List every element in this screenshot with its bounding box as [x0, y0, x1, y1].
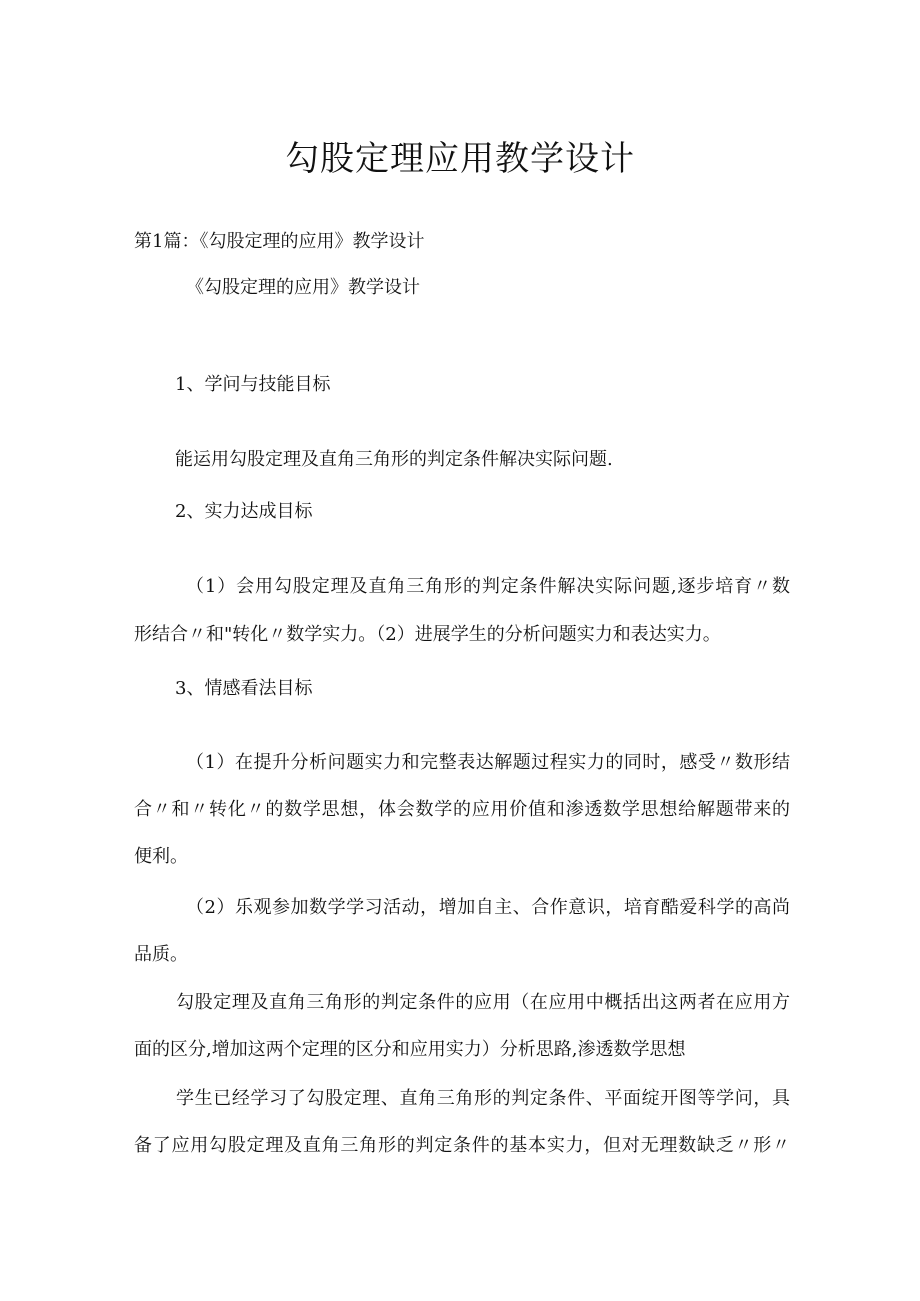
- section-3-line-5: 品质。: [134, 944, 188, 965]
- key-points-line-2: 面的区分,增加这两个定理的区分和应用实力）分析思路,渗透数学思想: [134, 1039, 686, 1060]
- key-points-line-1: 勾股定理及直角三角形的判定条件的应用（在应用中概括出这两者在应用方: [176, 992, 790, 1013]
- subtitle: 《勾股定理的应用》教学设计: [186, 277, 420, 298]
- section-heading-2: 2、实力达成目标: [175, 501, 313, 522]
- section-heading-1: 1、学问与技能目标: [175, 374, 331, 395]
- student-analysis-line-1: 学生已经学习了勾股定理、直角三角形的判定条件、平面绽开图等学问，具: [176, 1088, 790, 1109]
- chapter-heading: 第1篇：《勾股定理的应用》教学设计: [134, 231, 425, 252]
- document-title: 勾股定理应用教学设计: [285, 139, 635, 179]
- section-3-line-4: （2）乐观参加数学学习活动，增加自主、合作意识，培育酷爱科学的高尚: [186, 897, 790, 918]
- section-3-line-3: 便利。: [134, 846, 188, 867]
- section-2-line-1: （1）会用勾股定理及直角三角形的判定条件解决实际问题,逐步培育〃数: [186, 576, 790, 597]
- section-3-line-1: （1）在提升分析问题实力和完整表达解题过程实力的同时，感受〃数形结: [186, 752, 790, 773]
- section-heading-3: 3、情感看法目标: [175, 678, 313, 699]
- section-1-line-1: 能运用勾股定理及直角三角形的判定条件解决实际问题.: [175, 449, 613, 470]
- section-3-line-2: 合〃和〃转化〃的数学思想，体会数学的应用价值和渗透数学思想给解题带来的: [134, 799, 790, 820]
- student-analysis-line-2: 备了应用勾股定理及直角三角形的判定条件的基本实力，但对无理数缺乏〃形〃: [134, 1135, 790, 1156]
- section-2-line-2: 形结合〃和"转化〃数学实力。（2）进展学生的分析问题实力和表达实力。: [134, 624, 721, 645]
